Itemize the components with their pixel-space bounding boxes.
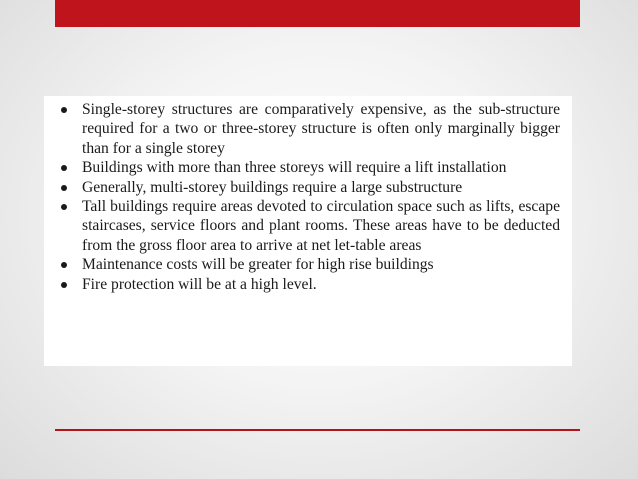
bullet-list: [60, 100, 560, 294]
bullet-dot-icon: [61, 165, 67, 171]
bullet-item: [60, 178, 560, 197]
bullet-item: [60, 158, 560, 177]
top-accent-bar: [55, 0, 580, 27]
bullet-text: Single-storey structures are comparatively expensive, as the sub-structure required for a two or three-storey structure is often only marginally bigger than for a single storey: [82, 101, 560, 157]
bullet-dot-icon: [61, 107, 67, 113]
bullet-item: [60, 197, 560, 255]
bullet-item: [60, 255, 560, 274]
bullet-text: Tall buildings require areas devoted to circulation space such as lifts, escape staircases, service floors and plant rooms. These areas have to be deducted from the gross floor area to arrive at net let-table areas: [82, 198, 560, 254]
bullet-dot-icon: [61, 262, 67, 268]
bullet-text: Maintenance costs will be greater for high rise buildings: [82, 256, 434, 274]
bullet-dot-icon: [61, 185, 67, 191]
bullet-item: [60, 100, 560, 158]
bullet-dot-icon: [61, 282, 67, 288]
bullet-dot-icon: [61, 204, 67, 210]
bullet-text: Buildings with more than three storeys will require a lift installation: [82, 159, 507, 177]
bullet-text: Fire protection will be at a high level.: [82, 275, 317, 293]
bullet-text: Generally, multi-storey buildings require a large substructure: [82, 178, 463, 196]
content-box: [44, 96, 572, 366]
bottom-divider: [55, 429, 580, 431]
bullet-item: [60, 275, 560, 294]
